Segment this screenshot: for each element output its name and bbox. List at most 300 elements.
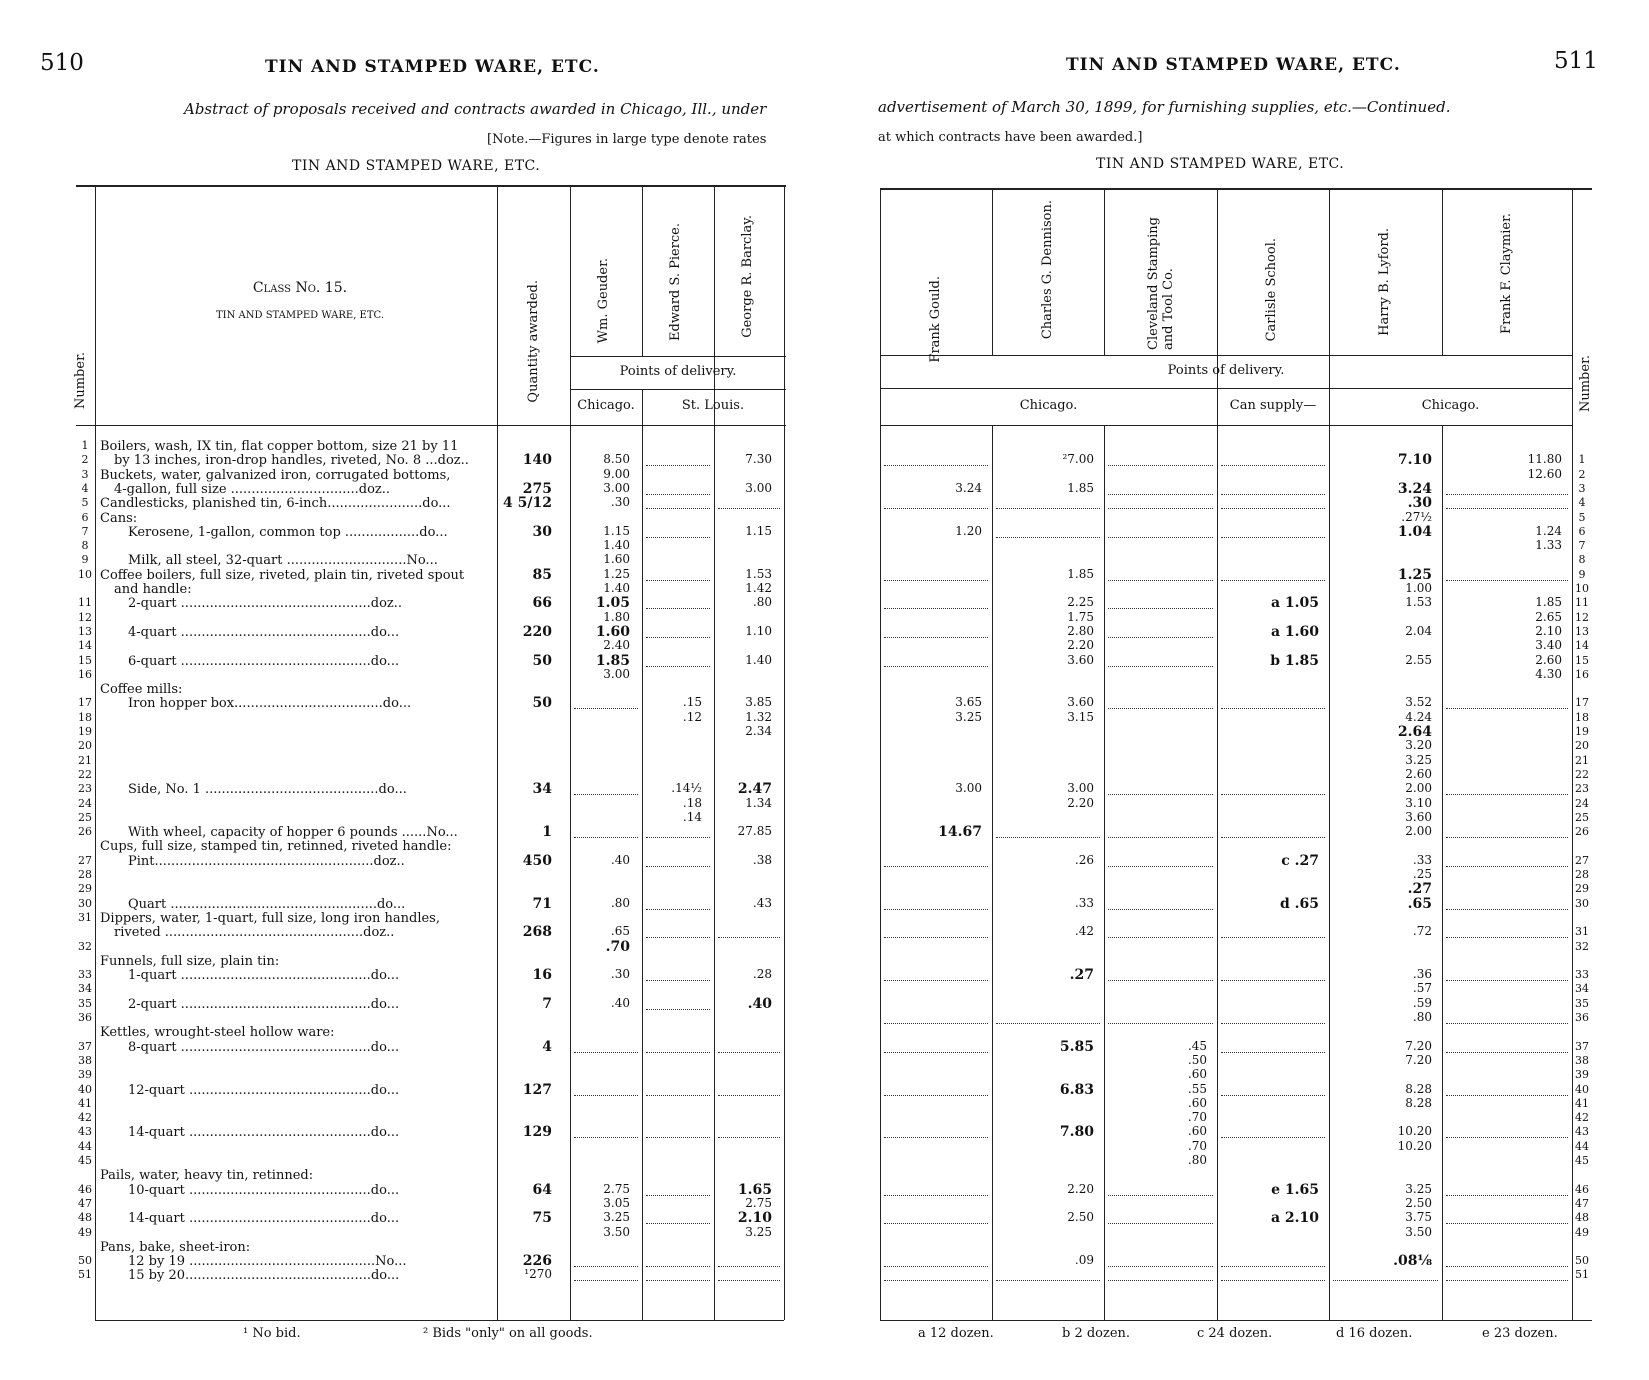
right-delivery-chicago-2: Chicago. (1421, 398, 1480, 413)
dotted-leader (1446, 494, 1568, 495)
dotted-leader (718, 1280, 780, 1281)
bid-value: 1.15 (603, 523, 630, 538)
dotted-leader (1221, 580, 1325, 581)
bid-value: ¹270 (524, 1267, 552, 1282)
dotted-leader (1446, 1052, 1568, 1053)
class-title: Class No. 15. (252, 280, 348, 296)
bid-value: 3.40 (1535, 638, 1562, 653)
bid-value: .70 (1187, 1110, 1207, 1125)
bid-value: 64 (532, 1181, 552, 1198)
row-number: 28 (1575, 868, 1589, 881)
row-number: 9 (1578, 567, 1586, 581)
bid-value: 2.04 (1405, 623, 1432, 638)
row-number: 17 (1575, 696, 1589, 710)
dotted-leader (1221, 1095, 1325, 1096)
item-description: Funnels, full size, plain tin: (100, 954, 280, 968)
bid-value: 3.50 (1405, 1224, 1432, 1239)
dotted-leader (996, 1280, 1100, 1281)
bid-value: 2.47 (737, 781, 772, 798)
bid-value: 10.20 (1397, 1138, 1432, 1153)
row-number: 34 (1575, 982, 1589, 996)
row-number: 22 (1575, 767, 1589, 781)
bid-value: 2.20 (1067, 795, 1094, 810)
bid-value: 2.50 (1067, 1210, 1094, 1225)
right-running-head: TIN AND STAMPED WARE, ETC. (1066, 55, 1401, 75)
bid-value: .72 (1412, 924, 1432, 939)
bid-value: 6.83 (1059, 1081, 1094, 1098)
right-number-header: Number. (1578, 355, 1593, 413)
bid-value: 1.40 (603, 581, 630, 595)
dotted-leader (646, 637, 710, 638)
dotted-leader (1108, 465, 1213, 466)
row-number: 15 (1575, 653, 1589, 667)
bid-value: 1.33 (1535, 538, 1562, 553)
row-number: 7 (81, 524, 89, 538)
bid-value: 4 5/12 (503, 495, 552, 512)
bid-value: 1.60 (595, 623, 630, 640)
bid-value: .27 (1407, 881, 1432, 898)
dotted-leader (646, 837, 710, 838)
row-number: 13 (1575, 624, 1589, 638)
dotted-leader (1108, 909, 1213, 910)
dotted-leader (1446, 1223, 1568, 1224)
bid-value: .40 (610, 995, 630, 1010)
bid-value: 1.00 (1405, 581, 1432, 595)
row-number: 14 (1575, 639, 1589, 653)
bid-value: 34 (532, 781, 552, 798)
bid-value: .33 (1074, 895, 1094, 910)
bid-value: 2.10 (1535, 623, 1562, 638)
row-number: 15 (78, 653, 92, 667)
dotted-leader (1446, 508, 1568, 509)
bid-value: 1.85 (595, 652, 630, 669)
bid-value: 3.25 (955, 709, 982, 724)
bid-value: 7.20 (1405, 1038, 1432, 1053)
bid-value: .27½ (1401, 509, 1432, 524)
bid-value: 3.85 (745, 695, 772, 710)
bid-value: 2.80 (1067, 623, 1094, 638)
bid-value: 8.28 (1405, 1095, 1432, 1110)
dotted-leader (884, 1052, 988, 1053)
dotted-leader (574, 794, 638, 795)
row-number: 32 (78, 939, 92, 953)
bid-value: .70 (605, 938, 630, 955)
bidder-frank-gould: Frank Gould. (928, 276, 943, 363)
dotted-leader (996, 537, 1100, 538)
bid-value: 2.25 (1067, 595, 1094, 610)
bid-value: 1.42 (745, 581, 772, 595)
dotted-leader (1221, 937, 1325, 938)
row-number: 48 (78, 1211, 92, 1225)
bid-value: .60 (1187, 1067, 1207, 1082)
dotted-leader (884, 508, 988, 509)
dotted-leader (646, 937, 710, 938)
dotted-leader (1108, 666, 1213, 667)
bid-value: 3.25 (1405, 752, 1432, 767)
dotted-leader (1108, 608, 1213, 609)
dotted-leader (1446, 1280, 1568, 1281)
dotted-leader (1221, 1137, 1325, 1138)
dotted-leader (1446, 794, 1568, 795)
dotted-leader (1446, 1095, 1568, 1096)
bid-value: 2.60 (1405, 766, 1432, 781)
left-number-header: Number. (73, 352, 88, 410)
bid-value: 220 (522, 623, 552, 640)
bid-value: 1.34 (745, 795, 772, 810)
bid-value: 3.60 (1067, 695, 1094, 710)
item-description: 4-gallon, full size ...............................doz.. (114, 482, 391, 496)
bid-value: c .27 (1281, 852, 1319, 869)
bid-value: 16 (532, 967, 552, 984)
item-description: Buckets, water, galvanized iron, corrugated bottoms, (100, 468, 451, 482)
bid-value: 3.20 (1405, 738, 1432, 753)
bidder-carlisle-school: Carlisle School. (1264, 238, 1279, 342)
bid-value: 3.24 (955, 480, 982, 495)
bid-value: 5.85 (1059, 1038, 1094, 1055)
dotted-leader (718, 508, 780, 509)
dotted-leader (1446, 980, 1568, 981)
bid-value: 2.20 (1067, 638, 1094, 653)
bid-value: .55 (1187, 1081, 1207, 1096)
bid-value: 3.65 (955, 695, 982, 710)
bid-value: ²7.00 (1062, 452, 1094, 467)
row-number: 5 (81, 496, 89, 510)
row-number: 25 (78, 810, 92, 824)
dotted-leader (1108, 866, 1213, 867)
row-number: 16 (1575, 667, 1589, 681)
dotted-leader (1446, 1137, 1568, 1138)
dotted-leader (646, 1280, 710, 1281)
dotted-leader (1221, 494, 1325, 495)
row-number: 49 (78, 1225, 92, 1239)
row-number: 11 (1575, 596, 1589, 610)
bid-value: 3.52 (1405, 695, 1432, 710)
bid-value: .26 (1074, 852, 1094, 867)
item-description: 8-quart ..............................................do... (128, 1040, 400, 1054)
dotted-leader (646, 1137, 710, 1138)
row-number: 37 (1575, 1039, 1589, 1053)
dotted-leader (1108, 1266, 1213, 1267)
row-number: 24 (1575, 796, 1589, 810)
dotted-leader (884, 937, 988, 938)
bid-value: .59 (1412, 995, 1432, 1010)
bid-value: .65 (610, 924, 630, 939)
dotted-leader (884, 1280, 988, 1281)
bid-value: 1.05 (595, 595, 630, 612)
row-number: 19 (1575, 725, 1589, 738)
item-description: 12 by 19 .............................................No... (128, 1255, 407, 1269)
dotted-leader (884, 1266, 988, 1267)
bid-value: .80 (752, 595, 772, 610)
bidder-george-r-barclay: George R. Barclay. (740, 215, 755, 338)
row-number: 44 (1575, 1139, 1589, 1153)
left-caption: Abstract of proposals received and contracts awarded in Chicago, Ill., under (184, 100, 767, 118)
bid-value: 10.20 (1397, 1124, 1432, 1139)
dotted-leader (646, 1266, 710, 1267)
row-number: 6 (1578, 524, 1586, 538)
bid-value: 2.40 (603, 638, 630, 653)
dotted-leader (1108, 580, 1213, 581)
row-number: 42 (1575, 1111, 1589, 1125)
row-number: 31 (78, 910, 92, 924)
left-note: [Note.—Figures in large type denote rates (487, 132, 767, 147)
right-footnote-b: b 2 dozen. (1062, 1326, 1131, 1341)
row-number: 3 (81, 467, 89, 481)
row-number: 24 (78, 796, 92, 810)
row-number: 51 (1575, 1268, 1589, 1282)
row-number: 46 (78, 1182, 92, 1196)
row-number: 45 (1575, 1154, 1589, 1167)
bid-value: 27.85 (737, 824, 772, 839)
right-delivery-can-supply: Can supply— (1229, 398, 1317, 413)
bid-value: 71 (532, 895, 552, 912)
bid-value: 226 (522, 1253, 552, 1270)
left-running-head: TIN AND STAMPED WARE, ETC. (265, 57, 600, 77)
bid-value: .14 (682, 809, 702, 824)
row-number: 23 (78, 782, 92, 796)
bid-value: 3.10 (1405, 795, 1432, 810)
bid-value: 1 (542, 824, 552, 841)
right-page-number: 511 (1554, 48, 1598, 74)
row-number: 43 (1575, 1125, 1589, 1139)
dotted-leader (574, 1280, 638, 1281)
row-number: 41 (78, 1096, 92, 1110)
left-page-number: 510 (40, 50, 84, 76)
row-number: 8 (1578, 553, 1586, 567)
bid-value: a 1.60 (1270, 623, 1319, 640)
dotted-leader (884, 1137, 988, 1138)
bid-value: 30 (532, 523, 552, 540)
dotted-leader (1108, 837, 1213, 838)
dotted-leader (646, 608, 710, 609)
dotted-leader (646, 465, 710, 466)
dotted-leader (1446, 1266, 1568, 1267)
bid-value: 1.85 (1067, 566, 1094, 581)
bid-value: 3.00 (745, 480, 772, 495)
bid-value: .57 (1412, 981, 1432, 996)
dotted-leader (884, 866, 988, 867)
row-number: 18 (1575, 710, 1589, 724)
row-number: 9 (81, 553, 89, 567)
dotted-leader (1108, 937, 1213, 938)
dotted-leader (884, 1095, 988, 1096)
row-number: 29 (78, 882, 92, 896)
bid-value: 3.25 (1405, 1181, 1432, 1196)
dotted-leader (1221, 837, 1325, 838)
item-description: Coffee boilers, full size, riveted, plain tin, riveted spout (100, 568, 465, 582)
bid-value: .30 (610, 495, 630, 510)
dotted-leader (1108, 637, 1213, 638)
dotted-leader (1108, 1023, 1213, 1024)
item-description: 2-quart ..............................................doz.. (128, 597, 403, 611)
quantity-awarded-header: Quantity awarded. (526, 280, 541, 403)
row-number: 18 (78, 710, 92, 724)
bid-value: .42 (1074, 924, 1094, 939)
bid-value: .65 (1407, 895, 1432, 912)
bidder-edward-s-pierce: Edward S. Pierce. (668, 223, 683, 341)
bid-value: 75 (532, 1210, 552, 1227)
bid-value: .80 (1412, 1010, 1432, 1024)
bid-value: 1.25 (1397, 566, 1432, 583)
bid-value: 1.65 (737, 1181, 772, 1198)
row-number: 40 (1575, 1082, 1589, 1096)
dotted-leader (574, 1137, 638, 1138)
dotted-leader (646, 494, 710, 495)
dotted-leader (718, 1137, 780, 1138)
bid-value: 7.80 (1059, 1124, 1094, 1141)
dotted-leader (574, 708, 638, 709)
item-description: Coffee mills: (100, 683, 183, 697)
row-number: 20 (78, 739, 92, 753)
row-number: 39 (1575, 1068, 1589, 1082)
row-number: 35 (78, 996, 92, 1010)
row-number: 23 (1575, 782, 1589, 796)
right-delivery-chicago-1: Chicago. (1019, 398, 1078, 413)
dotted-leader (574, 1266, 638, 1267)
bid-value: 7.10 (1397, 452, 1432, 469)
dotted-leader (1108, 1223, 1213, 1224)
bid-value: 129 (522, 1124, 552, 1141)
bid-value: .27 (1069, 967, 1094, 984)
item-description: Cans: (100, 511, 138, 525)
bid-value: 66 (532, 595, 552, 612)
dotted-leader (646, 1052, 710, 1053)
row-number: 29 (1575, 882, 1589, 896)
dotted-leader (1221, 537, 1325, 538)
row-number: 13 (78, 624, 92, 638)
row-number: 1 (1578, 453, 1586, 467)
row-number: 31 (1575, 925, 1589, 939)
bid-value: 4.30 (1535, 666, 1562, 681)
bid-value: .18 (682, 795, 702, 810)
row-number: 12 (1575, 610, 1589, 624)
bidder-charles-g-dennison: Charles G. Dennison. (1040, 200, 1055, 340)
bid-value: 2.75 (745, 1195, 772, 1210)
bid-value: .43 (752, 895, 772, 910)
bid-value: 3.50 (603, 1224, 630, 1239)
item-description: and handle: (114, 583, 192, 596)
item-description: 4-quart ..............................................do... (128, 625, 400, 639)
row-number: 21 (1575, 753, 1589, 767)
bid-value: 1.24 (1535, 523, 1562, 538)
delivery-chicago: Chicago. (577, 398, 635, 413)
dotted-leader (1446, 1023, 1568, 1024)
bid-value: .14½ (671, 781, 702, 796)
dotted-leader (1108, 508, 1213, 509)
bid-value: 1.10 (745, 623, 772, 638)
bid-value: 1.53 (745, 566, 772, 581)
dotted-leader (1446, 866, 1568, 867)
bid-value: 1.15 (745, 523, 772, 538)
bid-value: .28 (752, 967, 772, 982)
dotted-leader (1221, 1023, 1325, 1024)
bid-value: 4.24 (1405, 709, 1432, 724)
row-number: 38 (78, 1053, 92, 1067)
row-number: 8 (81, 539, 89, 553)
bid-value: .50 (1187, 1052, 1207, 1067)
row-number: 2 (1578, 467, 1586, 481)
row-number: 14 (78, 639, 92, 653)
bid-value: 3.75 (1405, 1210, 1432, 1225)
bid-value: 2.34 (745, 724, 772, 738)
row-number: 47 (1575, 1196, 1589, 1210)
bid-value: 1.75 (1067, 609, 1094, 624)
bid-value: 1.80 (603, 609, 630, 624)
item-description: 14-quart ............................................do... (128, 1126, 400, 1140)
dotted-leader (1108, 494, 1213, 495)
bid-value: 127 (522, 1081, 552, 1098)
right-footnote-c: c 24 dozen. (1197, 1326, 1273, 1341)
bid-value: 2.50 (1405, 1195, 1432, 1210)
row-number: 20 (1575, 739, 1589, 753)
bidder-wm-geuder: Wm. Geuder. (596, 258, 611, 344)
dotted-leader (718, 937, 780, 938)
dotted-leader (646, 1095, 710, 1096)
dotted-leader (646, 1009, 710, 1010)
bid-value: 50 (532, 652, 552, 669)
right-caption: advertisement of March 30, 1899, for furnishing supplies, etc.—Continued. (878, 98, 1451, 116)
bid-value: 3.25 (603, 1210, 630, 1225)
bid-value: 85 (532, 566, 552, 583)
bid-value: 1.40 (603, 538, 630, 553)
row-number: 37 (78, 1039, 92, 1053)
item-description: With wheel, capacity of hopper 6 pounds ......No... (128, 826, 458, 840)
dotted-leader (1333, 1280, 1438, 1281)
row-number: 10 (1575, 582, 1589, 595)
row-number: 41 (1575, 1096, 1589, 1110)
row-number: 3 (1578, 481, 1586, 495)
row-number: 50 (1575, 1254, 1589, 1268)
bid-value: 3.00 (955, 781, 982, 796)
dotted-leader (884, 909, 988, 910)
row-number: 7 (1578, 539, 1586, 553)
bid-value: .60 (1187, 1124, 1207, 1139)
row-number: 49 (1575, 1225, 1589, 1239)
bid-value: 12.60 (1527, 466, 1562, 481)
bidder-cleveland-stamping: Cleveland Stamping and Tool Co. (1146, 217, 1176, 350)
row-number: 22 (78, 767, 92, 781)
row-number: 34 (78, 982, 92, 996)
row-number: 39 (78, 1068, 92, 1082)
bid-value: 3.00 (1067, 781, 1094, 796)
dotted-leader (1221, 1052, 1325, 1053)
dotted-leader (1446, 937, 1568, 938)
row-number: 44 (78, 1139, 92, 1153)
row-number: 19 (78, 725, 92, 738)
bid-value: 50 (532, 695, 552, 712)
item-description: Candlesticks, planished tin, 6-inch.......................do... (100, 497, 451, 511)
dotted-leader (646, 980, 710, 981)
item-description: Kerosene, 1-gallon, common top ..................do... (128, 525, 448, 539)
row-number: 10 (78, 567, 92, 581)
bid-value: 3.60 (1405, 809, 1432, 824)
dotted-leader (1108, 708, 1213, 709)
row-number: 30 (1575, 896, 1589, 910)
bid-value: b 1.85 (1270, 652, 1319, 669)
bid-value: .33 (1412, 852, 1432, 867)
right-footnote-e: e 23 dozen. (1482, 1326, 1558, 1341)
dotted-leader (646, 866, 710, 867)
item-description: Boilers, wash, IX tin, flat copper bottom, size 21 by 11 (100, 440, 459, 453)
bid-value: 2.60 (1535, 652, 1562, 667)
item-description: Milk, all steel, 32-quart .............................No... (128, 554, 438, 568)
dotted-leader (646, 666, 710, 667)
bid-value: 11.80 (1527, 452, 1562, 467)
item-description: 15 by 20.............................................do... (128, 1269, 400, 1283)
bid-value: 7.20 (1405, 1052, 1432, 1067)
row-number: 16 (78, 667, 92, 681)
dotted-leader (884, 980, 988, 981)
